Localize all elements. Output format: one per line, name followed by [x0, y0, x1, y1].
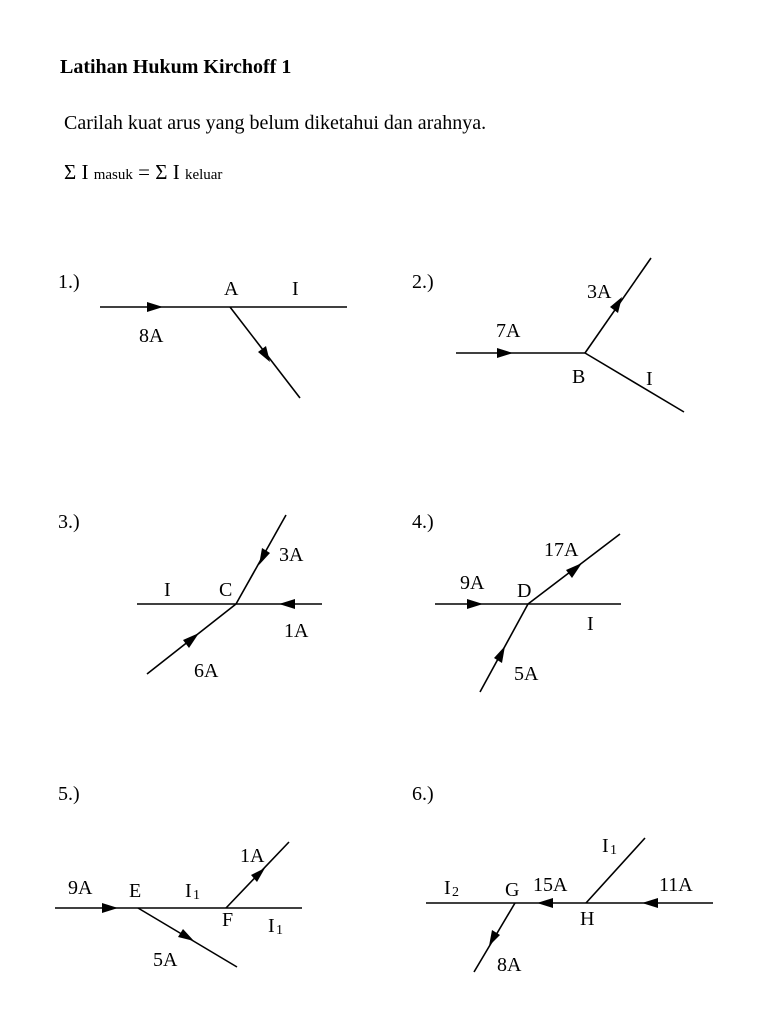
current-label: I [587, 613, 594, 635]
current-label: 1A [240, 845, 265, 867]
problem-number: 3.) [58, 511, 80, 533]
worksheet-title: Latihan Hukum Kirchoff 1 [60, 56, 292, 78]
wire [585, 353, 684, 412]
current-label: 6A [194, 660, 219, 682]
current-label: 8A [497, 954, 522, 976]
current-label: 5A [153, 949, 178, 971]
formula-sub-in: masuk [93, 167, 133, 183]
formula-equals: = [132, 160, 156, 184]
node-label: D [517, 580, 532, 602]
problem-number: 2.) [412, 271, 434, 293]
current-subscript: 1 [193, 888, 200, 903]
formula-sigma-out: Σ I [155, 160, 180, 184]
node-label: E [129, 880, 142, 902]
formula-sub-out: keluar [184, 167, 223, 183]
current-label: 8A [139, 325, 164, 347]
problem-number: 6.) [412, 783, 434, 805]
current-arrow-icon [467, 599, 483, 609]
node-label: F [222, 909, 234, 931]
current-arrow-icon [258, 346, 270, 362]
current-label: I [268, 915, 275, 937]
problem-2 [412, 258, 684, 412]
current-arrow-icon [610, 297, 622, 313]
current-arrow-icon [566, 563, 582, 578]
current-label: 7A [496, 320, 521, 342]
current-label: 5A [514, 663, 539, 685]
node-label: C [219, 579, 233, 601]
node-label: B [572, 366, 586, 388]
current-label: 9A [460, 572, 485, 594]
current-arrow-icon [259, 548, 270, 565]
current-arrow-icon [183, 633, 199, 648]
current-label: I [164, 579, 171, 601]
problem-number: 4.) [412, 511, 434, 533]
current-arrow-icon [537, 898, 553, 908]
current-subscript: 1 [276, 923, 283, 938]
current-arrow-icon [102, 903, 118, 913]
current-label: 17A [544, 539, 579, 561]
instruction-text: Carilah kuat arus yang belum diketahui dan arahnya. [64, 112, 487, 134]
problem-5 [55, 783, 302, 971]
current-label: I [185, 880, 192, 902]
problem-1 [58, 271, 347, 398]
problem-4 [412, 511, 621, 692]
current-label: 1A [284, 620, 309, 642]
current-subscript: 1 [610, 843, 617, 858]
current-label: 11A [659, 874, 693, 896]
problem-6 [412, 783, 713, 976]
current-label: I [646, 368, 653, 390]
current-arrow-icon [494, 646, 505, 663]
current-label: 9A [68, 877, 93, 899]
current-label: 3A [279, 544, 304, 566]
problem-number: 1.) [58, 271, 80, 293]
current-arrow-icon [642, 898, 658, 908]
current-arrow-icon [147, 302, 163, 312]
current-label: I [292, 278, 299, 300]
current-arrow-icon [178, 929, 194, 941]
current-label: I [444, 877, 451, 899]
node-label: A [224, 278, 239, 300]
current-arrow-icon [497, 348, 513, 358]
current-label: 3A [587, 281, 612, 303]
problem-number: 5.) [58, 783, 80, 805]
node-label: G [505, 879, 520, 901]
current-label: 15A [533, 874, 568, 896]
node-label: H [580, 908, 595, 930]
problem-3 [58, 511, 322, 682]
formula-sigma-in: Σ I [64, 160, 89, 184]
current-label: I [602, 835, 609, 857]
current-subscript: 2 [452, 885, 459, 900]
current-arrow-icon [279, 599, 295, 609]
